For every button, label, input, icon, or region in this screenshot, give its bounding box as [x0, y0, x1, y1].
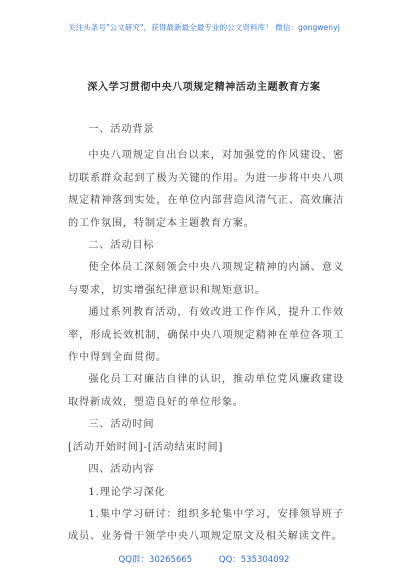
- paragraph-content-1: 1.集中学习研讨：组织多轮集中学习，安排领导班子成员、业务骨干领学中央八项规定原文及相关解读文件。: [68, 508, 344, 543]
- footer-qq-group: QQ群：30265665: [118, 555, 193, 565]
- document-title: 深入学习贯彻中央八项规定精神活动主题教育方案: [87, 82, 321, 93]
- section-heading-content: 四、活动内容: [88, 464, 155, 476]
- section-heading-background: 一、活动背景: [88, 124, 155, 135]
- section-heading-time: 三、活动时间: [88, 419, 155, 431]
- subheading-theory-study: 1.理论学习深化: [88, 486, 166, 498]
- header-banner: 关注头条号"公文研究"，获得最新最全最专业的公文资料库！ 微信：gongwenyj: [68, 23, 340, 32]
- paragraph-time: [活动开始时间]-[活动结束时间]: [68, 441, 224, 453]
- paragraph-background: 中央八项规定自出台以来，对加强党的作风建设、密切联系群众起到了极为关键的作用。为进一步将中央八项规定精神落到实处，在单位内部营造风清气正、高效廉洁的工作氛围，特制定本主题教育方案。: [68, 150, 344, 229]
- document-body: [68, 119, 344, 549]
- footer-contact: [0, 553, 408, 565]
- paragraph-goal-2: 通过系列教育活动，有效改进工作作风，提升工作效率，形成长效机制，确保中央八项规定精神在单位各项工作中得到全面贯彻。: [68, 307, 344, 364]
- paragraph-goal-1: 使全体员工深刻领会中央八项规定精神的内涵、意义与要求，切实增强纪律意识和规矩意识。: [68, 262, 344, 296]
- footer-qq: QQ：535304092: [218, 555, 290, 565]
- section-heading-goals: 二、活动目标: [88, 240, 155, 252]
- paragraph-goal-3: 强化员工对廉洁自律的认识，推动单位党风廉政建设取得新成效，塑造良好的单位形象。: [68, 374, 344, 408]
